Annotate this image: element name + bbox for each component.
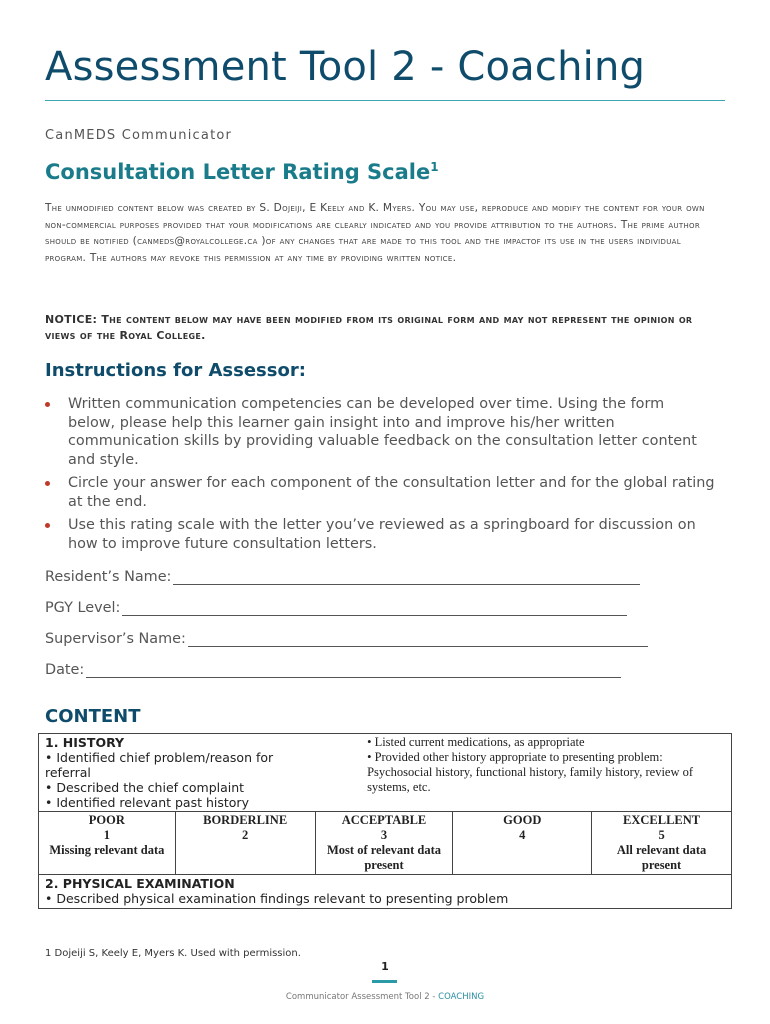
- footer-text: Communicator Assessment Tool 2 -: [285, 992, 439, 1002]
- instruction-text: Written communication competencies can be developed over time. Using the form below, please help this learner gain insight into and improve his/her written communication skills by providing valuable feedback on the consultation letter content and style.: [68, 396, 697, 468]
- instructions-heading: Instructions for Assessor:: [45, 360, 306, 381]
- footer-accent: COACHING: [438, 992, 485, 1002]
- instruction-text: Circle your answer for each component of the consultation letter and for the global rating at the end.: [68, 475, 715, 510]
- physical-title: 2. PHYSICAL EXAMINATION: [45, 876, 235, 891]
- rating-desc: Missing relevant data: [49, 843, 165, 857]
- rating-label: GOOD: [503, 813, 542, 827]
- instruction-item: [45, 395, 715, 469]
- pgy-level-label: PGY Level:: [45, 600, 121, 616]
- scale-heading-text: Consultation Letter Rating Scale: [45, 160, 431, 184]
- bullet-icon: [45, 481, 50, 486]
- rating-table: [38, 733, 732, 909]
- permission-text: The unmodified content below was created by S. Dojeiji, E Keely and K. Myers. You may use, reproduce and modify the content for your own non-commercial purposes provided that your modifications are clearly indicated and you provide attribution to the authors. The prime author should be notified (canmeds@royalcollege.ca )of any changes that are made to this tool and the impactof its use in the users individual program. The authors may revoke this permission at any time by providing written notice.: [45, 202, 705, 264]
- scale-heading: [45, 160, 439, 184]
- physical-cell: [39, 875, 732, 909]
- rating-row: [39, 812, 732, 875]
- rating-label: ACCEPTABLE: [341, 813, 427, 827]
- history-item: • Identified chief problem/reason for referral: [45, 750, 274, 780]
- rating-good[interactable]: [453, 812, 592, 875]
- history-item: • Described the chief complaint: [45, 780, 245, 795]
- resident-name-line[interactable]: [173, 570, 640, 585]
- rating-label: EXCELLENT: [623, 813, 701, 827]
- bullet-icon: [45, 402, 50, 407]
- rating-borderline[interactable]: [175, 812, 315, 875]
- page-title: Assessment Tool 2 - Coaching: [45, 44, 646, 90]
- rating-score: 5: [658, 828, 665, 842]
- bullet-icon: [45, 523, 50, 528]
- rating-label: POOR: [88, 813, 125, 827]
- history-title: 1. HISTORY: [45, 735, 125, 750]
- rating-acceptable[interactable]: [315, 812, 453, 875]
- page-number-bar: [372, 980, 397, 983]
- supervisor-name-field[interactable]: [45, 631, 648, 647]
- footnote-ref: 1: [430, 160, 439, 174]
- title-divider: [45, 100, 725, 101]
- supervisor-name-label: Supervisor’s Name:: [45, 631, 186, 647]
- rating-desc: All relevant data present: [616, 843, 707, 872]
- instruction-item: [45, 516, 715, 553]
- instruction-text: Use this rating scale with the letter you’ve reviewed as a springboard for discussion on how to improve future consultation letters.: [68, 517, 696, 552]
- rating-score: 1: [103, 828, 110, 842]
- date-line[interactable]: [86, 663, 621, 678]
- history-row: [39, 734, 732, 812]
- history-item: • Provided other history appropriate to presenting problem: Psychosocial history, functional history, family history, review of systems, etc.: [367, 750, 694, 794]
- rating-score: 2: [242, 828, 249, 842]
- footer: [0, 992, 770, 1002]
- notice-text: NOTICE: The content below may have been modified from its original form and may not represent the opinion or views of the Royal College.: [45, 313, 693, 342]
- history-item: • Identified relevant past history: [45, 795, 249, 810]
- rating-score: 3: [380, 828, 388, 842]
- rating-label: BORDERLINE: [203, 813, 288, 827]
- resident-name-field[interactable]: [45, 569, 640, 585]
- history-left-cell: [39, 734, 316, 812]
- rating-poor[interactable]: [39, 812, 176, 875]
- history-right-cell: [315, 734, 731, 812]
- content-heading: CONTENT: [45, 706, 141, 727]
- resident-name-label: Resident’s Name:: [45, 569, 172, 585]
- history-item: • Listed current medications, as appropriate: [367, 735, 585, 749]
- physical-item: • Described physical examination findings relevant to presenting problem: [45, 891, 509, 906]
- pgy-level-field[interactable]: [45, 600, 627, 616]
- supervisor-name-line[interactable]: [188, 632, 648, 647]
- subtitle: CanMEDS Communicator: [45, 128, 233, 143]
- rating-desc: Most of relevant data present: [327, 843, 441, 872]
- footnote: 1 Dojeiji S, Keely E, Myers K. Used with permission.: [45, 948, 301, 959]
- physical-row: [39, 875, 732, 909]
- instructions-list: [45, 395, 715, 558]
- rating-excellent[interactable]: [592, 812, 732, 875]
- rating-score: 4: [519, 828, 526, 842]
- pgy-level-line[interactable]: [122, 601, 627, 616]
- date-field[interactable]: [45, 662, 621, 678]
- instruction-item: [45, 474, 715, 511]
- date-label: Date:: [45, 662, 85, 678]
- page-number: 1: [381, 960, 389, 973]
